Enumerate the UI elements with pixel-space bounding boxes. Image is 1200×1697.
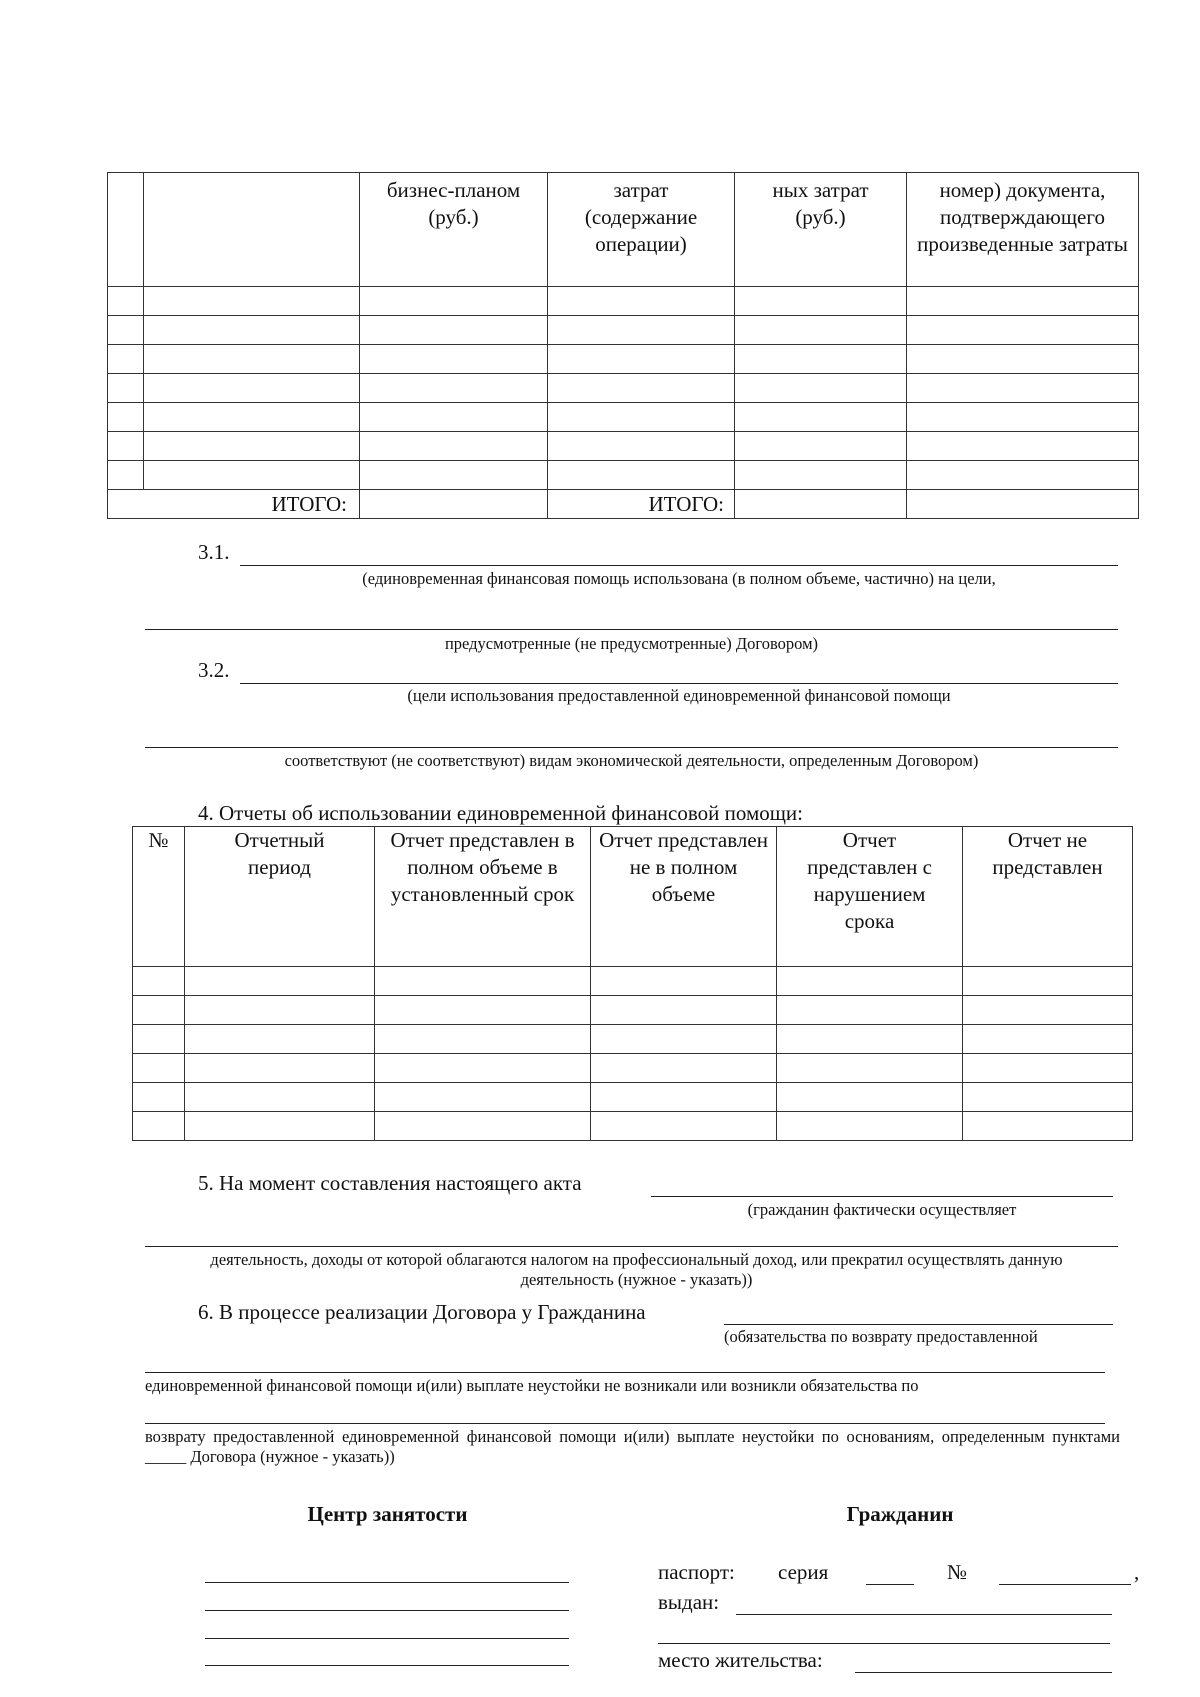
table-cell[interactable] — [375, 996, 591, 1025]
reports-header-cell — [185, 827, 375, 967]
table-cell[interactable] — [360, 432, 548, 461]
expenses-header-cell — [548, 173, 735, 287]
table-cell[interactable] — [360, 316, 548, 345]
table-cell[interactable] — [735, 287, 907, 316]
passport-comma: , — [1134, 1560, 1140, 1584]
expenses-header-cell — [144, 173, 360, 287]
passport-series-field[interactable] — [866, 1584, 914, 1585]
reports-header-cell — [591, 827, 777, 967]
table-cell[interactable] — [735, 461, 907, 490]
table-cell[interactable] — [185, 967, 375, 996]
table-cell[interactable] — [591, 1054, 777, 1083]
table-cell[interactable] — [777, 1083, 963, 1112]
table-cell[interactable] — [144, 461, 360, 490]
table-cell[interactable] — [133, 967, 185, 996]
table-cell[interactable] — [108, 461, 144, 490]
table-cell[interactable] — [185, 1054, 375, 1083]
expenses-total-label-2: ИТОГО: — [548, 490, 735, 519]
table-cell[interactable] — [963, 1112, 1133, 1141]
table-cell[interactable] — [735, 316, 907, 345]
table-cell[interactable] — [548, 403, 735, 432]
table-cell[interactable] — [963, 1083, 1133, 1112]
table-cell[interactable] — [907, 432, 1139, 461]
table-row — [108, 403, 1139, 432]
table-cell[interactable] — [963, 996, 1133, 1025]
table-cell[interactable] — [963, 1025, 1133, 1054]
center-signature-line-4[interactable] — [205, 1665, 569, 1666]
table-cell[interactable] — [777, 1054, 963, 1083]
table-cell[interactable] — [907, 287, 1139, 316]
table-cell[interactable] — [735, 432, 907, 461]
table-cell[interactable] — [907, 461, 1139, 490]
citizen-title: Гражданин — [846, 1502, 954, 1526]
table-cell[interactable] — [133, 1112, 185, 1141]
point-3-2-number: 3.2. — [198, 658, 230, 682]
table-cell[interactable] — [907, 345, 1139, 374]
table-cell[interactable] — [133, 996, 185, 1025]
reports-header-cell — [375, 827, 591, 967]
point-3-1-caption-1: (единовременная финансовая помощь использована (в полном объеме, частично) на цели, — [362, 569, 996, 588]
section-6-caption-3: возврату предоставленной единовременной финансовой помощи и(или) выплате неустойки по основаниям, определенным пунктами _____ Договора (нужное - указать)) — [145, 1427, 1120, 1466]
point-3-2-fill-line[interactable] — [240, 683, 1118, 684]
table-cell[interactable] — [144, 345, 360, 374]
table-cell[interactable] — [144, 432, 360, 461]
table-cell[interactable] — [907, 316, 1139, 345]
expenses-header-operation: затрат (содержание операции) — [584, 178, 698, 256]
expenses-header-cell — [360, 173, 548, 287]
table-cell[interactable] — [777, 1025, 963, 1054]
table-row — [108, 461, 1139, 490]
reports-table — [132, 826, 1133, 1141]
table-cell[interactable] — [735, 345, 907, 374]
table-cell[interactable] — [133, 1083, 185, 1112]
table-cell[interactable] — [185, 1025, 375, 1054]
table-row — [108, 374, 1139, 403]
table-cell[interactable] — [108, 287, 144, 316]
table-cell[interactable] — [133, 1025, 185, 1054]
point-3-1-caption-2: предусмотренные (не предусмотренные) Договором) — [444, 634, 819, 653]
table-cell[interactable] — [548, 345, 735, 374]
expenses-header-actual: ных затрат (руб.) — [772, 178, 869, 229]
number-label: № — [947, 1560, 968, 1584]
table-cell[interactable] — [548, 287, 735, 316]
reports-header-cell — [777, 827, 963, 967]
table-cell[interactable] — [591, 1025, 777, 1054]
reports-header-number: № — [133, 827, 185, 967]
table-cell[interactable] — [360, 461, 548, 490]
table-cell[interactable] — [777, 996, 963, 1025]
table-cell[interactable] — [360, 345, 548, 374]
table-cell[interactable] — [907, 490, 1139, 519]
section-5-caption-1: (гражданин фактически осуществляет — [747, 1200, 1017, 1219]
center-signature-line-2[interactable] — [205, 1610, 569, 1611]
section-5-fill-line-2[interactable] — [145, 1246, 1118, 1247]
expenses-total-row — [108, 490, 1139, 519]
table-row — [108, 287, 1139, 316]
passport-number-field[interactable] — [999, 1584, 1131, 1585]
table-cell[interactable] — [144, 287, 360, 316]
table-cell[interactable] — [108, 403, 144, 432]
reports-header-late: Отчет представлен с нарушением срока — [807, 828, 932, 933]
table-cell[interactable] — [591, 1112, 777, 1141]
table-cell[interactable] — [144, 374, 360, 403]
table-cell[interactable] — [907, 374, 1139, 403]
table-cell[interactable] — [963, 1054, 1133, 1083]
table-cell[interactable] — [360, 287, 548, 316]
center-signature-line-1[interactable] — [205, 1582, 569, 1583]
table-cell[interactable] — [591, 1083, 777, 1112]
section-5-caption-2: деятельность, доходы от которой облагаются налогом на профессиональный доход, или прекратил осуществлять данную деятельность (нужное - указать)) — [210, 1250, 1063, 1289]
table-cell[interactable] — [548, 316, 735, 345]
table-cell[interactable] — [963, 967, 1133, 996]
table-cell[interactable] — [108, 432, 144, 461]
reports-header-full: Отчет представлен в полном объеме в установленный срок — [390, 828, 575, 906]
employment-center-title: Центр занятости — [307, 1502, 468, 1526]
table-cell[interactable] — [591, 996, 777, 1025]
section-4-title: 4. Отчеты об использовании единовременной финансовой помощи: — [198, 801, 803, 825]
section-5-text: 5. На момент составления настоящего акта — [198, 1171, 582, 1195]
table-row — [108, 345, 1139, 374]
expenses-header-cell — [735, 173, 907, 287]
point-3-1-fill-line-2[interactable] — [145, 629, 1118, 630]
passport-label: паспорт: — [658, 1560, 735, 1584]
table-cell[interactable] — [185, 1083, 375, 1112]
issued-by-field[interactable] — [736, 1614, 1112, 1615]
table-cell[interactable] — [144, 316, 360, 345]
expenses-total-label: ИТОГО: — [108, 490, 360, 519]
center-signature-line-3[interactable] — [205, 1638, 569, 1639]
expenses-header-document: номер) документа, подтверждающего произведенные затраты — [917, 178, 1128, 256]
reports-header-period: Отчетный период — [234, 828, 325, 879]
table-cell[interactable] — [907, 403, 1139, 432]
table-cell[interactable] — [735, 490, 907, 519]
section-6-caption-1: (обязательства по возврату предоставленной — [724, 1327, 1038, 1346]
table-cell[interactable] — [108, 345, 144, 374]
table-row — [133, 1112, 1133, 1141]
table-cell[interactable] — [735, 403, 907, 432]
table-cell[interactable] — [360, 490, 548, 519]
table-cell[interactable] — [735, 374, 907, 403]
table-cell[interactable] — [108, 374, 144, 403]
reports-header-missing: Отчет не представлен — [992, 828, 1103, 879]
table-cell[interactable] — [777, 1112, 963, 1141]
section-6-fill-line-2[interactable] — [145, 1372, 1105, 1373]
table-cell[interactable] — [375, 1025, 591, 1054]
point-3-2-caption-2: соответствуют (не соответствуют) видам экономической деятельности, определенным Договором) — [284, 751, 979, 770]
table-row — [133, 1083, 1133, 1112]
table-row — [108, 316, 1139, 345]
residence-field[interactable] — [855, 1672, 1112, 1673]
table-cell[interactable] — [548, 374, 735, 403]
reports-header-partial: Отчет представлен не в полном объеме — [599, 828, 768, 906]
section-6-fill-line[interactable] — [724, 1324, 1113, 1325]
point-3-1-number: 3.1. — [198, 540, 230, 564]
expenses-header-cell — [907, 173, 1139, 287]
section-6-caption-2: единовременной финансовой помощи и(или) выплате неустойки не возникали или возникли обязательства по — [145, 1376, 919, 1395]
table-cell[interactable] — [133, 1054, 185, 1083]
table-cell[interactable] — [375, 1112, 591, 1141]
table-cell[interactable] — [144, 403, 360, 432]
series-label: серия — [778, 1560, 829, 1584]
table-row — [133, 1025, 1133, 1054]
table-row — [133, 996, 1133, 1025]
table-cell[interactable] — [360, 374, 548, 403]
expenses-header-cell — [108, 173, 144, 287]
table-row — [133, 1054, 1133, 1083]
expenses-table-header-row — [108, 173, 1139, 287]
table-cell[interactable] — [548, 432, 735, 461]
table-cell[interactable] — [375, 967, 591, 996]
table-cell[interactable] — [185, 1112, 375, 1141]
expenses-header-planned: бизнес-планом (руб.) — [386, 178, 521, 229]
table-row — [108, 432, 1139, 461]
section-6-text: 6. В процессе реализации Договора у Гражданина — [198, 1300, 646, 1324]
table-cell[interactable] — [360, 403, 548, 432]
table-cell[interactable] — [185, 996, 375, 1025]
table-cell[interactable] — [591, 967, 777, 996]
table-row — [133, 967, 1133, 996]
table-cell[interactable] — [375, 1054, 591, 1083]
expenses-table — [107, 172, 1139, 519]
reports-header-cell — [963, 827, 1133, 967]
table-cell[interactable] — [548, 461, 735, 490]
issued-by-field-2[interactable] — [658, 1643, 1110, 1644]
point-3-1-fill-line[interactable] — [240, 565, 1118, 566]
table-cell[interactable] — [375, 1083, 591, 1112]
table-cell[interactable] — [108, 316, 144, 345]
point-3-2-caption-1: (цели использования предоставленной единовременной финансовой помощи — [407, 686, 951, 705]
section-5-fill-line[interactable] — [651, 1196, 1113, 1197]
residence-label: место жительства: — [658, 1648, 823, 1672]
table-cell[interactable] — [777, 967, 963, 996]
issued-label: выдан: — [658, 1590, 720, 1614]
point-3-2-fill-line-2[interactable] — [145, 747, 1118, 748]
section-6-fill-line-3[interactable] — [145, 1423, 1105, 1424]
reports-table-header-row — [133, 827, 1133, 967]
